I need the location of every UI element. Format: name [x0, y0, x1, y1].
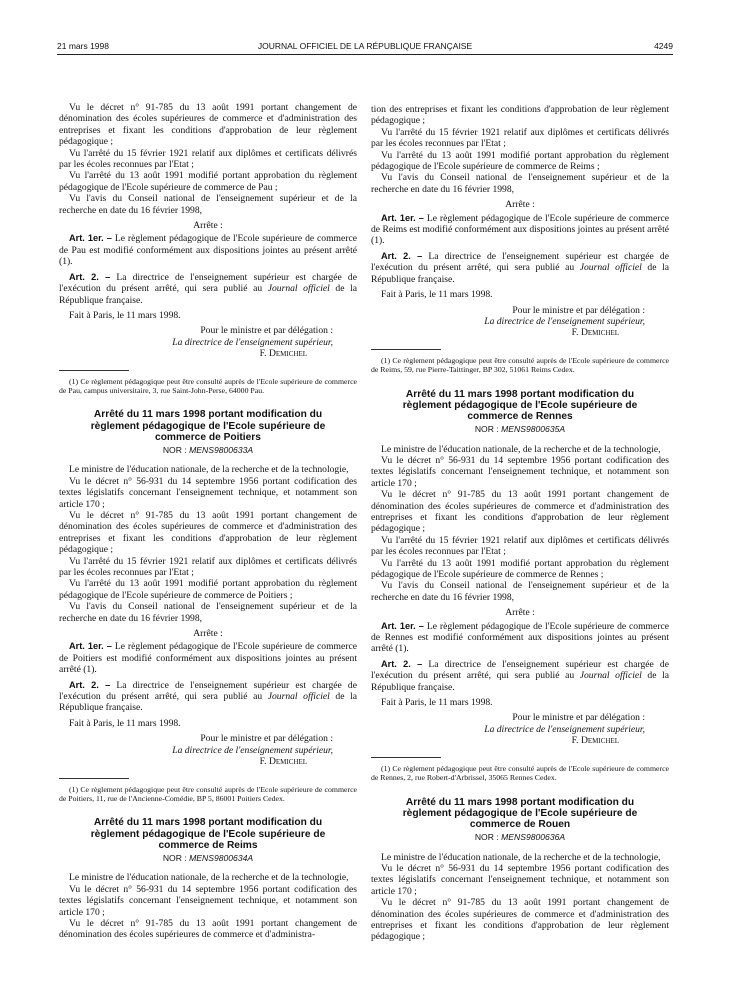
article-text: Le règlement pédagogique de l'Ecole supérieure de commerce de Rennes est modifié conformément aux dispositions jointes au présent arrêté (1).: [371, 620, 669, 655]
nor-code: MENS9800633A: [189, 444, 254, 455]
article-2: [59, 272, 357, 306]
journal-officiel-italic: Journal officiel: [579, 262, 642, 274]
article-text: Le règlement pédagogique de l'Ecole supérieure de commerce de Reims est modifié conformément aux dispositions jointes au présent arrêté (1).: [371, 212, 669, 247]
arrete-label: Arrête :: [193, 628, 223, 640]
visa-paragraph: Vu l'arrêté du 15 février 1921 relatif aux diplômes et certificats délivrés par les écoles reconnues par l'Etat ;: [59, 555, 357, 579]
visa-paragraph: Vu l'arrêté du 13 août 1991 modifié portant approbation du règlement pédagogique de l'Ecole supérieure de commerce de Pau ;: [59, 170, 357, 193]
left-column: [59, 102, 357, 941]
visa-paragraph: Vu l'arrêté du 13 août 1991 modifié portant approbation du règlement pédagogique de l'Ecole supérieure de commerce de Reims ;: [371, 149, 669, 173]
article-text: de la République française.: [59, 691, 358, 714]
arrete-poitiers: [59, 409, 357, 803]
article-text: de la République française.: [371, 670, 670, 693]
arrete-reims-continuation: [371, 104, 669, 375]
signature-line-1: Pour le ministre et par délégation :: [200, 325, 333, 337]
footnote-rule: [59, 370, 129, 371]
article-text: La directrice de l'enseignement supérieur est chargée de l'exécution du présent arrêté, qui sera publié au: [59, 271, 357, 295]
nor-reference: [371, 832, 669, 843]
visa-paragraph: tion des entreprises et fixant les conditions d'approbation de leur règlement pédagogique ;: [371, 104, 669, 127]
visa-paragraph: Vu l'arrêté du 13 août 1991 modifié portant approbation du règlement pédagogique de l'Ecole supérieure de commerce de Rennes ;: [371, 557, 669, 581]
page-header: [57, 40, 673, 55]
visa-paragraph: Vu le décret n° 91-785 du 13 août 1991 portant changement de dénomination des écoles supérieures de commerce et d'administration des entreprises et fixant les conditions d'approbation de leur règlement pédagogique ;: [59, 509, 357, 556]
arrete-heading: Arrêté du 11 mars 1998 portant modification du règlement pédagogique de l'Ecole supérieure de commerce de Rennes: [402, 388, 638, 422]
article-2: [371, 251, 669, 285]
article-1: [371, 621, 669, 655]
visa-paragraph: Vu le décret n° 91-785 du 13 août 1991 portant changement de dénomination des écoles supérieures de commerce et d'administration des entreprises et fixant les conditions d'approbation de leur règlement pédagogique ;: [371, 897, 669, 943]
visa-paragraph: Vu le décret n° 56-931 du 14 septembre 1956 portant codification des textes législatifs concernant l'enseignement technique, et notamment son article 170 ;: [59, 475, 357, 510]
journal-officiel-italic: Journal officiel: [267, 691, 330, 703]
minister-intro: Le ministre de l'éducation nationale, de la recherche et de la technologie,: [381, 443, 661, 455]
signature-line-2: La directrice de l'enseignement supérieur,: [484, 723, 645, 735]
visa-paragraph: Vu l'avis du Conseil national de l'enseignement supérieur et de la recherche en date du 16 février 1998,: [59, 193, 357, 216]
article-text: Le règlement pédagogique de l'Ecole supérieure de commerce de Pau est modifié conformément aux dispositions jointes au présent arrêté (1).: [59, 233, 357, 268]
nor-code: MENS9800634A: [189, 852, 254, 863]
footnote-rule: [59, 778, 129, 779]
signature-date: Fait à Paris, le 11 mars 1998.: [69, 309, 181, 321]
signature-date: Fait à Paris, le 11 mars 1998.: [69, 717, 181, 729]
nor-label: NOR :: [474, 832, 502, 843]
signature-name: F. Demichel: [259, 348, 307, 360]
article-text: La directrice de l'enseignement supérieur est chargée de l'exécution du présent arrêté, qui sera publié au: [371, 658, 669, 682]
visa-paragraph: Vu l'arrêté du 15 février 1921 relatif aux diplômes et certificats délivrés par les écoles reconnues par l'Etat ;: [59, 147, 357, 171]
visa-paragraph: Vu l'arrêté du 13 août 1991 modifié portant approbation du règlement pédagogique de l'Ecole supérieure de commerce de Poitiers ;: [59, 578, 357, 601]
signature-name: F. Demichel: [259, 756, 307, 768]
article-text: La directrice de l'enseignement supérieur est chargée de l'exécution du présent arrêté, qui sera publié au: [59, 679, 357, 703]
visa-paragraph: Vu l'arrêté du 15 février 1921 relatif aux diplômes et certificats délivrés par les écoles reconnues par l'Etat ;: [371, 126, 669, 150]
signature-line-2: La directrice de l'enseignement supérieur,: [172, 336, 333, 348]
arrete-label: Arrête :: [193, 220, 223, 232]
signature-line-2: La directrice de l'enseignement supérieur,: [484, 315, 645, 327]
nor-code: MENS9800636A: [501, 832, 566, 843]
arrete-heading: Arrêté du 11 mars 1998 portant modification du règlement pédagogique de l'Ecole supérieure de commerce de Reims: [90, 817, 326, 851]
signature-line-1: Pour le ministre et par délégation :: [200, 733, 333, 745]
article-label: Art. 1er. –: [69, 233, 112, 244]
visa-paragraph: Vu l'avis du Conseil national de l'enseignement supérieur et de la recherche en date du 16 février 1998,: [371, 580, 669, 603]
header-date: 21 mars 1998: [57, 41, 109, 51]
footnote: (1) Ce règlement pédagogique peut être consulté auprès de l'Ecole supérieure de commerce de Poitiers, 11, rue de l'Ancienne-Comédie, BP 5, 86001 Poitiers Cedex.: [59, 784, 357, 803]
signature-name: F. Demichel: [571, 327, 619, 339]
article-1: [59, 641, 357, 675]
nor-reference: [59, 445, 357, 456]
nor-label: NOR :: [162, 444, 190, 455]
signature-name: F. Demichel: [571, 735, 619, 747]
minister-intro: Le ministre de l'éducation nationale, de la recherche et de la technologie,: [381, 851, 661, 863]
visa-paragraph: Vu le décret n° 56-931 du 14 septembre 1956 portant codification des textes législatifs concernant l'enseignement technique, et notamment son article 170 ;: [371, 454, 669, 489]
nor-reference: [59, 853, 357, 864]
footnote: (1) Ce règlement pédagogique peut être consulté auprès de l'Ecole supérieure de commerce de Pau, campus universitaire, 3, rue Saint-John-Perse, 64000 Pau.: [59, 376, 357, 395]
signature-date: Fait à Paris, le 11 mars 1998.: [381, 289, 493, 301]
article-label: Art. 1er. –: [381, 212, 424, 223]
footnote-rule: [371, 349, 441, 350]
arrete-label: Arrête :: [505, 199, 535, 211]
journal-officiel-italic: Journal officiel: [267, 283, 330, 295]
visa-paragraph: Vu l'avis du Conseil national de l'enseignement supérieur et de la recherche en date du 16 février 1998,: [371, 172, 669, 195]
nor-label: NOR :: [162, 852, 190, 863]
article-label: Art. 2. –: [69, 679, 111, 690]
arrete-pau-continuation: [59, 102, 357, 395]
nor-reference: [371, 424, 669, 435]
nor-code: MENS9800635A: [501, 424, 566, 435]
arrete-heading: Arrêté du 11 mars 1998 portant modification du règlement pédagogique de l'Ecole supérieure de commerce de Poitiers: [90, 409, 326, 443]
article-text: de la République française.: [59, 283, 358, 306]
nor-label: NOR :: [474, 424, 502, 435]
visa-paragraph: Vu le décret n° 91-785 du 13 août 1991 portant changement de dénomination des écoles supérieures de commerce et d'administration des entreprises et fixant les conditions d'approbation de leur règlement pédagogique ;: [59, 102, 357, 148]
footnote: (1) Ce règlement pédagogique peut être consulté auprès de l'Ecole supérieure de commerce de Reims, 59, rue Pierre-Taittinger, BP 302, 51061 Reims Cedex.: [371, 355, 669, 375]
visa-paragraph: Vu le décret n° 56-931 du 14 septembre 1956 portant codification des textes législatifs concernant l'enseignement technique, et notamment son article 170 ;: [59, 883, 357, 918]
footnote-rule: [371, 757, 441, 758]
footnote: (1) Ce règlement pédagogique peut être consulté auprès de l'Ecole supérieure de commerce de Rennes, 2, rue Robert-d'Arbrissel, 35065 Rennes Cedex.: [371, 763, 669, 783]
visa-paragraph: Vu le décret n° 56-931 du 14 septembre 1956 portant codification des textes législatifs concernant l'enseignement technique, et notamment son article 170 ;: [371, 862, 669, 897]
visa-paragraph: Vu le décret n° 91-785 du 13 août 1991 portant changement de dénomination des écoles supérieures de commerce et d'administra-: [59, 917, 357, 941]
arrete-heading: Arrêté du 11 mars 1998 portant modification du règlement pédagogique de l'Ecole supérieure de commerce de Rouen: [402, 796, 638, 830]
article-label: Art. 1er. –: [69, 641, 112, 652]
article-text: La directrice de l'enseignement supérieur est chargée de l'exécution du présent arrêté, qui sera publié au: [371, 250, 669, 274]
article-text: de la République française.: [371, 262, 670, 285]
visa-paragraph: Vu l'avis du Conseil national de l'enseignement supérieur et de la recherche en date du 16 février 1998,: [59, 601, 357, 624]
journal-officiel-italic: Journal officiel: [579, 670, 642, 682]
article-text: Le règlement pédagogique de l'Ecole supérieure de commerce de Poitiers est modifié conformément aux dispositions jointes au présent arrêté (1).: [59, 641, 357, 676]
visa-paragraph: Vu le décret n° 91-785 du 13 août 1991 portant changement de dénomination des écoles supérieures de commerce et d'administration des entreprises et fixant les conditions d'approbation de leur règlement pédagogique ;: [371, 489, 669, 535]
header-journal-title: JOURNAL OFFICIEL DE LA RÉPUBLIQUE FRANÇAISE: [257, 41, 473, 51]
article-2: [59, 680, 357, 714]
article-1: [59, 233, 357, 267]
arrete-rennes: [371, 389, 669, 783]
signature-line-1: Pour le ministre et par délégation :: [512, 712, 645, 724]
article-1: [371, 213, 669, 247]
signature-date: Fait à Paris, le 11 mars 1998.: [381, 697, 493, 709]
arrete-rouen-start: [371, 797, 669, 943]
arrete-reims-start: [59, 817, 357, 940]
arrete-label: Arrête :: [505, 607, 535, 619]
signature-line-1: Pour le ministre et par délégation :: [512, 304, 645, 316]
signature-line-2: La directrice de l'enseignement supérieur,: [172, 744, 333, 756]
article-label: Art. 1er. –: [381, 620, 424, 631]
article-label: Art. 2. –: [381, 250, 423, 261]
visa-paragraph: Vu l'arrêté du 15 février 1921 relatif aux diplômes et certificats délivrés par les écoles reconnues par l'Etat ;: [371, 534, 669, 558]
article-2: [371, 659, 669, 693]
article-label: Art. 2. –: [69, 271, 111, 282]
minister-intro: Le ministre de l'éducation nationale, de la recherche et de la technologie,: [69, 464, 349, 476]
article-label: Art. 2. –: [381, 658, 423, 669]
right-column: [371, 104, 669, 943]
header-page-number: 4249: [654, 41, 673, 51]
minister-intro: Le ministre de l'éducation nationale, de la recherche et de la technologie,: [69, 872, 349, 884]
